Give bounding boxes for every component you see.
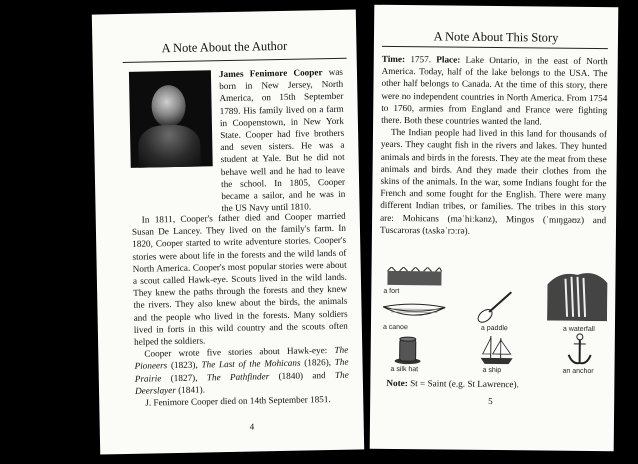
book-title: The Pathfinder (206, 370, 270, 383)
paddle-icon (475, 288, 515, 326)
fort-icon (383, 267, 445, 288)
anchor-icon (567, 333, 593, 367)
time-label: Time: (381, 53, 406, 65)
story-paragraph-1: Time: 1757. Place: Lake Ontario, in the east of North America. Today, half of the lake belongs to the USA. The other half belongs to Canada. At the time of this story, there were no independent countries in North America. From 1754 to 1760, armies from England and France were fighting there. Both these countries wanted the land. (381, 53, 608, 127)
bio-text: was born in New Jersey, North America, on 15th September 1789. His family lived on a farm in Coopenstown, in New York State. Cooper had five brothers and seven sisters. He was a student at Yale. But he did not behave well and he had to leave the school. In 1805, Cooper became a sailor, and he was in the US Navy until 1810. (219, 66, 346, 214)
caption-silk-hat: a silk hat (390, 365, 419, 374)
caption-ship: a ship (482, 366, 502, 375)
place-label: Place: (436, 54, 461, 65)
book-title: The Prairie (134, 357, 349, 384)
bio-paragraph-2: In 1811, Cooper's father died and Cooper married Susan De Lancey. They lived on the family's farm. In 1820, Cooper started to write adventure stories. Cooper's stories were about life in the forests and the wild lands of North America. Cooper's most popular stories were about a scout called Hawk-eye. Scouts lived in the wild lands. They knew the paths through the forests and they knew the rivers. They also knew about the birds, the animals and the people who lived in the forests. Many soldiers lived in forts in this wild country and the scouts often helped the soldiers. (131, 210, 348, 347)
story-paragraph-2: The Indian people had lived in this land for thousands of years. They caught fish in the rivers and lakes. They hunted animals and birds in the forests. They ate the meat from these animals and birds. And they made their clothes from the skins of the animals. In the war, some Indians fought for the French and some fought for the English. There were many different Indian tribes, or families. The tribes in this story are: Mohicans (məˈhiːkənz), Mingos (ˈmɪŋgəʊz) and Tuscaroras (tʌskəˈrɔːrə). (379, 127, 608, 236)
ship-icon (479, 334, 515, 366)
portrait-face (151, 85, 186, 128)
left-page (92, 10, 364, 455)
book-title: The Pioneers (134, 344, 349, 372)
right-page (370, 5, 619, 452)
page-number-right: 5 (488, 395, 493, 406)
bio-paragraph-3: Cooper wrote five stories about Hawk-eye: The Pioneers (1823), The Last of the Mohicans (1826), The Prairie (1827), The Pathfinder (1840) and The Deerslayer (1841). (134, 344, 349, 396)
author-portrait (129, 70, 213, 168)
canoe-icon (381, 299, 447, 324)
right-page-title: A Note About This Story (433, 29, 559, 45)
caption-fort: a fort (383, 287, 400, 296)
portrait-coat (138, 125, 201, 168)
story-text (380, 53, 608, 238)
left-page-title: A Note About the Author (161, 38, 288, 56)
margin-mark: ʻ (106, 433, 110, 444)
note-text: St = Saint (e.g. St Lawrence). (407, 378, 519, 390)
note (386, 377, 596, 391)
book-title: The Last of the Mohicans (201, 358, 301, 370)
bio-body (132, 210, 350, 409)
title-underline (123, 58, 347, 63)
caption-waterfall: a waterfall (562, 325, 595, 334)
title-underline (382, 46, 608, 49)
book-title: The Deerslayer (134, 369, 349, 396)
waterfall-icon (547, 269, 608, 322)
note-label: Note: (386, 377, 408, 389)
bio-intro (219, 66, 346, 215)
caption-canoe: a canoe (382, 323, 408, 332)
bio-paragraph-4: J. Fenimore Cooper died on 14th September 1851. (145, 394, 331, 408)
page-number-left: 4 (249, 421, 255, 432)
caption-anchor: an anchor (562, 367, 594, 376)
author-name: James Fenimore Cooper (218, 67, 323, 80)
silk-hat-icon (393, 335, 423, 365)
caption-paddle: a paddle (480, 324, 508, 333)
